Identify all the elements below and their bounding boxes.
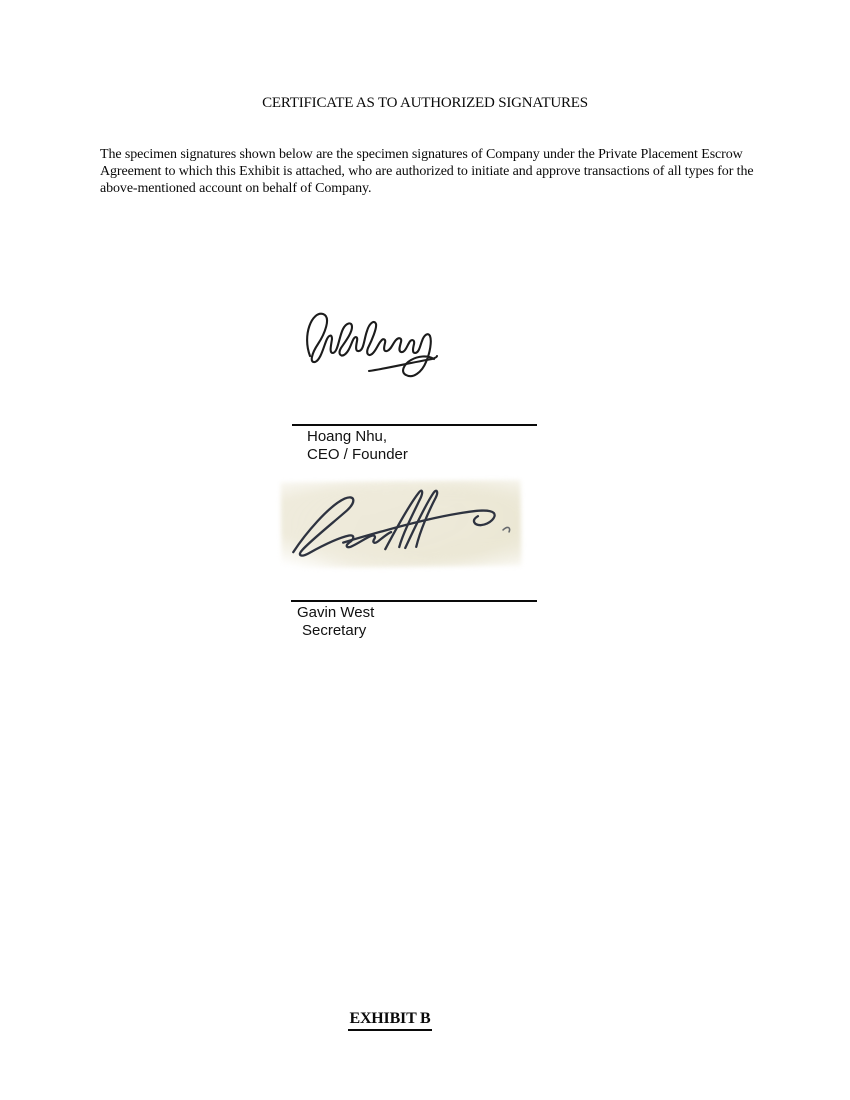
- signatory-block: [307, 428, 408, 464]
- footer-heading-wrap: [290, 1010, 490, 1031]
- signatory-name: Gavin West: [297, 604, 375, 621]
- signature-line: [292, 424, 537, 426]
- document-title: CERTIFICATE AS TO AUTHORIZED SIGNATURES: [262, 95, 588, 111]
- scanned-signature-paper: [281, 480, 522, 569]
- handwritten-signature-icon: [294, 301, 444, 383]
- signatory-name: Hoang Nhu,: [307, 428, 388, 445]
- exhibit-heading: EXHIBIT B: [348, 1010, 431, 1031]
- handwritten-signature-icon: [281, 480, 522, 569]
- body-paragraph: The specimen signatures shown below are the specimen signatures of Company under the Private Placement Escrow Agreement to which this Exhibit is attached, who are authorized to initiate and approve transactions of all types for the above-mentioned account on behalf of Company.: [100, 147, 754, 196]
- signatory-block: [297, 604, 374, 640]
- signatory-title: Secretary: [302, 622, 367, 639]
- signature-line: [291, 600, 537, 602]
- signatory-title: CEO / Founder: [307, 446, 408, 463]
